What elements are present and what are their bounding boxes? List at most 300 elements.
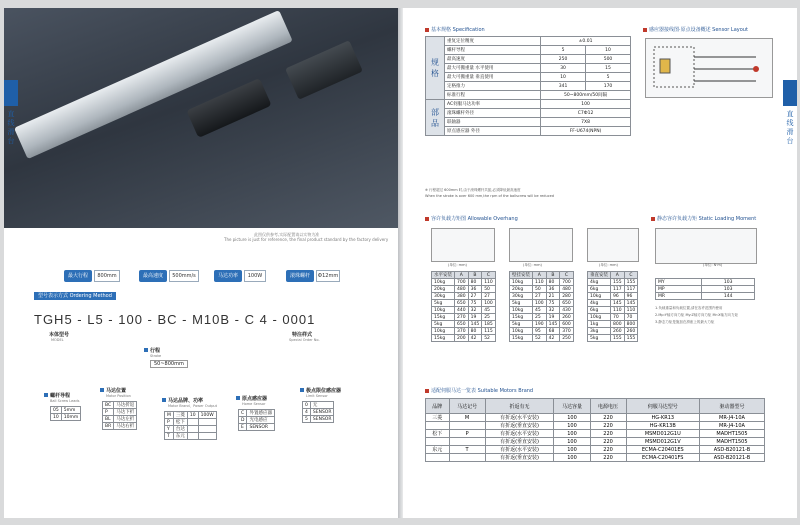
cell: P <box>165 419 174 426</box>
spec-v1: 250 <box>541 55 586 64</box>
table-cell: 650 <box>455 321 469 328</box>
table-cell: 有折返(垂直安装) <box>485 438 554 446</box>
static-note: 1.负载重量和负载位置,请在容许范围内使用 <box>655 306 723 310</box>
bullet <box>236 396 240 400</box>
table-cell: 有折返(水平安装) <box>485 414 554 422</box>
motor-title: 适配伺服马达一览表 Suitable Motors Brand <box>425 387 533 394</box>
table-cell: 36 <box>468 286 482 293</box>
table-cell: 30kg <box>432 293 455 300</box>
cell: 东元 <box>173 433 187 440</box>
table-cell: 10kg <box>588 293 611 300</box>
column-header: A <box>455 272 469 279</box>
table-cell: 480 <box>455 286 469 293</box>
table-cell: 45 <box>533 307 547 314</box>
badge-label: 最大行程 <box>64 270 92 282</box>
table-cell: 100 <box>554 414 590 422</box>
table-row <box>588 307 638 314</box>
table-cell: 松下 <box>426 430 450 438</box>
table-cell: 10kg <box>432 307 455 314</box>
table-cell: 5kg <box>432 321 455 328</box>
table-cell: 110 <box>533 279 547 286</box>
overhang-table-vertical <box>587 271 638 342</box>
cell: 100W <box>198 412 216 419</box>
table-row <box>426 414 765 422</box>
table-cell: 50 <box>533 286 547 293</box>
table-cell: 145 <box>468 321 482 328</box>
ordering-title-cn: 型号表示方式 <box>38 293 69 299</box>
table-cell: 280 <box>560 293 574 300</box>
column-header: 马达记号 <box>449 399 485 414</box>
column-header: B <box>546 272 560 279</box>
column-header: B <box>468 272 482 279</box>
cell: 4 <box>303 409 311 416</box>
table-cell: 27 <box>482 293 496 300</box>
cell: 5mm <box>61 407 81 414</box>
bullet <box>44 393 48 397</box>
column-header: 电源电压 <box>590 399 626 414</box>
badge-label: 马达功率 <box>214 270 242 282</box>
body-model-label: 本体型号 <box>49 332 70 338</box>
overhang-unit: (单位: mm) <box>448 263 467 267</box>
table-row <box>510 335 574 342</box>
table-cell: 800 <box>611 321 625 328</box>
table-cell: 27 <box>533 293 547 300</box>
cell: 外置感应器 <box>247 410 275 417</box>
table-cell: 21 <box>546 293 560 300</box>
column-header: A <box>611 272 625 279</box>
limit-sensor-label: 极点限位感应器 <box>306 388 342 394</box>
table-cell: 25 <box>482 314 496 321</box>
column-header: 水平安装 <box>432 272 455 279</box>
static-title: 静态容许负载力矩 Static Loading Moment <box>651 215 756 222</box>
spec-name: 最高速度 <box>445 55 541 64</box>
table-cell: 42 <box>468 335 482 342</box>
table-cell: 10kg <box>432 279 455 286</box>
table-cell: 10kg <box>510 307 533 314</box>
cell: 103 <box>702 279 755 286</box>
column-header: 品牌 <box>426 399 450 414</box>
product-photo <box>4 8 398 228</box>
table-cell: 36 <box>546 286 560 293</box>
special-label: 特注样式 <box>292 332 313 338</box>
table-cell: 370 <box>560 328 574 335</box>
table-cell <box>426 422 450 430</box>
cell: MP <box>656 286 702 293</box>
stroke-label: 行程 <box>150 348 161 354</box>
table-cell: M <box>449 414 485 422</box>
spec-name: 定格推力 <box>445 82 541 91</box>
table-cell: 6kg <box>588 286 611 293</box>
badge-value: 100W <box>244 270 266 282</box>
table-cell: MADHT1505 <box>699 430 764 438</box>
table-cell <box>449 438 485 446</box>
overhang-unit: (单位: mm) <box>599 263 618 267</box>
table-cell: ECMA-C20401ES <box>626 446 699 454</box>
cell <box>187 426 198 433</box>
table-cell: 有折返(垂直安装) <box>485 454 554 462</box>
spec-name: 最大可搬重量 水平使用 <box>445 64 541 73</box>
overhang-fig-wall <box>509 228 573 262</box>
table-row <box>426 422 765 430</box>
table-cell: 260 <box>624 328 638 335</box>
spec-note: ※ 行程超过 600mm 时,由于滚珠螺杆共振,必须降低最高速度 <box>425 188 521 192</box>
table-cell: 110 <box>611 307 625 314</box>
motor-pos-table <box>102 401 137 430</box>
table-cell: 115 <box>482 328 496 335</box>
cell: BC <box>103 402 114 409</box>
table-cell: 20kg <box>510 286 533 293</box>
badge-label: 滚珠螺杆 <box>286 270 314 282</box>
static-unit: (单位: N·m) <box>703 263 723 267</box>
cell <box>187 419 198 426</box>
model-code: TGH5 - L5 - 100 - BC - M10B - C 4 - 0001 <box>34 312 316 327</box>
table-row <box>510 279 574 286</box>
cell: E <box>239 424 247 431</box>
limit-sensor-en: Limit Sensor <box>306 394 328 398</box>
spec-v1: 100 <box>541 100 631 109</box>
photo-caption: 此图仅供参考,实际配置请以实物为准 <box>254 232 320 237</box>
spec-v1: FF-U674(NPN) <box>541 127 631 136</box>
column-header: 垂直安装 <box>588 272 611 279</box>
table-cell: 1kg <box>588 321 611 328</box>
table-cell: 145 <box>624 300 638 307</box>
table-cell: MR-J4-10A <box>699 414 764 422</box>
spec-name: 联轴器 <box>445 118 541 127</box>
table-row <box>510 293 574 300</box>
cell: C <box>239 410 247 417</box>
table-row <box>588 286 638 293</box>
limit-sensor-table <box>302 401 334 423</box>
table-cell: 700 <box>455 279 469 286</box>
stroke-en: Stroke <box>150 354 162 358</box>
spec-v1: 30 <box>541 64 586 73</box>
table-cell: 250 <box>560 335 574 342</box>
home-sensor-en: Home Sensor <box>242 402 266 406</box>
table-row <box>432 279 496 286</box>
table-cell: 95 <box>533 328 547 335</box>
table-row <box>510 307 574 314</box>
table-cell: 100 <box>554 454 590 462</box>
table-row <box>588 328 638 335</box>
cell: 三菱 <box>173 412 187 419</box>
cell: 马达右折 <box>114 423 137 430</box>
table-cell: 220 <box>590 430 626 438</box>
table-cell <box>449 454 485 462</box>
motor-table <box>425 398 765 462</box>
cell: 马达折返 <box>114 402 137 409</box>
table-cell: 30kg <box>510 293 533 300</box>
table-cell: 200 <box>455 335 469 342</box>
badge-value: 500mm/s <box>169 270 199 282</box>
table-cell: 110 <box>482 279 496 286</box>
column-header: 壁挂安装 <box>510 272 533 279</box>
carriage-image <box>186 78 271 138</box>
table-cell: ECMA-C20401FS <box>626 454 699 462</box>
table-cell: 96 <box>624 293 638 300</box>
table-cell: 380 <box>455 293 469 300</box>
home-sensor-label: 原点感应器 <box>242 396 268 402</box>
spec-v1: 7X8 <box>541 118 631 127</box>
cell: 马达下折 <box>114 409 137 416</box>
table-cell: T <box>449 446 485 454</box>
table-cell: 220 <box>590 454 626 462</box>
table-row <box>588 279 638 286</box>
table-cell: 220 <box>590 422 626 430</box>
photo-caption-en: The picture is just for reference, the final product standard by the factory delivery <box>224 237 389 242</box>
bullet <box>300 388 304 392</box>
table-cell: 45 <box>482 307 496 314</box>
overhang-table-wall <box>509 271 574 342</box>
spec-title: 基本规格 Specification <box>425 26 485 33</box>
table-cell: 155 <box>624 279 638 286</box>
table-cell: 5kg <box>432 300 455 307</box>
cell: 光电感应 <box>247 417 275 424</box>
body-model-en: MODEL <box>51 338 64 342</box>
table-cell: 100 <box>554 422 590 430</box>
table-cell: 100 <box>533 300 547 307</box>
table-cell: MADHT1505 <box>699 438 764 446</box>
table-row <box>426 454 765 462</box>
special-en: Special Order No. <box>289 338 320 342</box>
spec-group: 规格 <box>426 37 445 100</box>
table-cell: 100 <box>554 430 590 438</box>
table-cell: 25 <box>533 314 547 321</box>
cell: 05 <box>51 407 62 414</box>
table-cell: 800 <box>624 321 638 328</box>
table-cell: 440 <box>455 307 469 314</box>
table-cell: 650 <box>560 300 574 307</box>
table-cell: 270 <box>455 314 469 321</box>
table-row <box>432 314 496 321</box>
overhang-table-horizontal <box>431 271 496 342</box>
table-cell: MSMD012G1V <box>626 438 699 446</box>
table-cell: 19 <box>468 314 482 321</box>
lead-table <box>50 406 81 421</box>
spec-v1: ±0.01 <box>541 37 631 46</box>
table-cell: 东元 <box>426 446 450 454</box>
spec-v1: 50~800mm/50间隔 <box>541 91 631 100</box>
table-cell: 100 <box>554 438 590 446</box>
table-cell: 有折返(垂直安装) <box>485 422 554 430</box>
table-cell: MSMD012G1U <box>626 430 699 438</box>
bullet <box>162 398 166 402</box>
table-cell: 260 <box>560 314 574 321</box>
side-tab <box>4 80 18 106</box>
table-cell <box>426 438 450 446</box>
lead-en: Ball Screw Leads <box>50 399 80 403</box>
table-cell: 15kg <box>432 314 455 321</box>
table-row <box>432 300 496 307</box>
spec-name: AC伺服马达功率 <box>445 100 541 109</box>
column-header: C <box>624 272 638 279</box>
table-cell: 10kg <box>510 279 533 286</box>
cell: 144 <box>702 293 755 300</box>
table-row <box>510 328 574 335</box>
table-cell: 190 <box>533 321 547 328</box>
overhang-title: 容许负载力矩图 Allowable Overhang <box>425 215 518 222</box>
table-cell: 5kg <box>510 321 533 328</box>
table-row <box>510 300 574 307</box>
static-fig <box>655 228 757 264</box>
sensor-title: 感应器接线图·原点设备概述 Sensor Layout <box>643 26 748 33</box>
table-cell <box>449 422 485 430</box>
table-cell: 4kg <box>588 300 611 307</box>
cell: 台达 <box>173 426 187 433</box>
sensor-diagram <box>645 38 773 98</box>
sensor-wiring-svg <box>646 39 772 97</box>
cell: BR <box>103 423 114 430</box>
table-cell: ASD-B20121-B <box>699 454 764 462</box>
table-cell: 145 <box>611 300 625 307</box>
table-cell: 155 <box>611 279 625 286</box>
table-cell: 15kg <box>510 335 533 342</box>
cell: 0 <box>303 402 311 409</box>
column-header: C <box>560 272 574 279</box>
cell: 10 <box>187 412 198 419</box>
table-cell: 68 <box>546 328 560 335</box>
table-cell: 80 <box>468 279 482 286</box>
motor-pos-label: 马达位置 <box>106 388 127 394</box>
column-header: 伺服马达型号 <box>626 399 699 414</box>
lead-label: 螺杆导程 <box>50 393 71 399</box>
table-cell: 370 <box>455 328 469 335</box>
table-cell: 155 <box>624 335 638 342</box>
table-cell: 75 <box>546 300 560 307</box>
cell: 10 <box>51 414 62 421</box>
table-cell: 480 <box>560 286 574 293</box>
badge-value: Ф12mm <box>316 270 340 282</box>
table-cell: P <box>449 430 485 438</box>
table-row <box>588 321 638 328</box>
table-cell: 155 <box>611 335 625 342</box>
table-cell: 6kg <box>588 307 611 314</box>
table-row <box>426 438 765 446</box>
table-cell: 220 <box>590 414 626 422</box>
table-cell: 430 <box>560 307 574 314</box>
overhang-fig-vertical <box>587 228 639 262</box>
column-header: C <box>482 272 496 279</box>
table-cell: 5kg <box>510 300 533 307</box>
table-row <box>432 328 496 335</box>
cell: MR <box>656 293 702 300</box>
table-cell: 三菱 <box>426 414 450 422</box>
cell: SENSOR <box>247 424 275 431</box>
static-note: 2.Mp:Y轴方向力矩 My:Z轴方向力矩 Mr:X轴方向力矩 <box>655 313 739 317</box>
motor-brand-table <box>164 411 217 440</box>
home-sensor-table <box>238 409 275 431</box>
cell: D <box>239 417 247 424</box>
table-row <box>588 293 638 300</box>
cell: 无 <box>310 402 334 409</box>
table-cell: 80 <box>468 328 482 335</box>
bullet <box>144 348 148 352</box>
column-header: 驱动器型号 <box>699 399 764 414</box>
table-cell: ASD-B20121-B <box>699 446 764 454</box>
side-label: 直线滑台 <box>7 110 15 145</box>
cell: SENSOR <box>310 409 334 416</box>
side-label: 直线滑台 <box>786 110 794 145</box>
column-header: 马达容量 <box>554 399 590 414</box>
cell: T <box>165 433 174 440</box>
table-cell: 700 <box>560 279 574 286</box>
table-cell: 96 <box>611 293 625 300</box>
cell: M <box>165 412 174 419</box>
table-cell: 27 <box>468 293 482 300</box>
table-cell: 32 <box>468 307 482 314</box>
table-cell: 260 <box>611 328 625 335</box>
cell <box>198 419 216 426</box>
table-cell: 10kg <box>510 328 533 335</box>
table-cell: 75 <box>468 300 482 307</box>
table-cell: 145 <box>546 321 560 328</box>
table-cell: 15kg <box>432 335 455 342</box>
badge-value: 800mm <box>94 270 120 282</box>
bullet <box>100 388 104 392</box>
stroke-range: 50~800mm <box>150 360 188 368</box>
table-cell: 80 <box>546 279 560 286</box>
table-row <box>426 446 765 454</box>
cell: SENSOR <box>310 416 334 423</box>
spec-v2: 170 <box>586 82 631 91</box>
table-cell: 70 <box>611 314 625 321</box>
spec-table <box>425 36 631 136</box>
table-cell: 20kg <box>432 286 455 293</box>
overhang-unit: (单位: mm) <box>523 263 542 267</box>
table-row <box>432 307 496 314</box>
badge-label: 最高速度 <box>139 270 167 282</box>
table-cell: 100 <box>554 446 590 454</box>
right-page <box>403 8 797 518</box>
column-header: 折返有无 <box>485 399 554 414</box>
motor-image <box>285 40 363 100</box>
table-cell: 52 <box>533 335 547 342</box>
cell: 10mm <box>61 414 81 421</box>
table-row <box>510 286 574 293</box>
spec-v2: 500 <box>586 55 631 64</box>
motor-brand-label: 马达品牌、功率 <box>168 398 204 404</box>
table-row <box>588 335 638 342</box>
spec-name: 滚珠螺杆外径 <box>445 109 541 118</box>
table-cell: 70 <box>624 314 638 321</box>
cell: 马达左折 <box>114 416 137 423</box>
table-row <box>432 286 496 293</box>
table-cell: 10kg <box>588 314 611 321</box>
cell: 5 <box>303 416 311 423</box>
cell <box>187 433 198 440</box>
table-cell: 600 <box>560 321 574 328</box>
table-cell: MR-J4-10A <box>699 422 764 430</box>
table-row <box>588 314 638 321</box>
table-cell: HG-KR13B <box>626 422 699 430</box>
static-table <box>655 278 755 300</box>
side-tab <box>783 80 797 106</box>
table-row <box>510 314 574 321</box>
spec-v2: 5 <box>586 73 631 82</box>
table-cell: 117 <box>624 286 638 293</box>
cell <box>198 433 216 440</box>
spec-name: 最大可搬重量 垂直使用 <box>445 73 541 82</box>
table-row <box>432 293 496 300</box>
spec-note: When the stroke is over 600 mm,the rpm of the ballscrew will be reduced <box>425 194 555 198</box>
cell: Y <box>165 426 174 433</box>
ordering-title-en: Ordering Method <box>69 293 112 299</box>
table-cell: 42 <box>546 335 560 342</box>
table-cell: 650 <box>455 300 469 307</box>
table-cell: 有折返(水平安装) <box>485 430 554 438</box>
table-cell: 19 <box>546 314 560 321</box>
table-cell: 32 <box>546 307 560 314</box>
table-cell: HG-KR13 <box>626 414 699 422</box>
